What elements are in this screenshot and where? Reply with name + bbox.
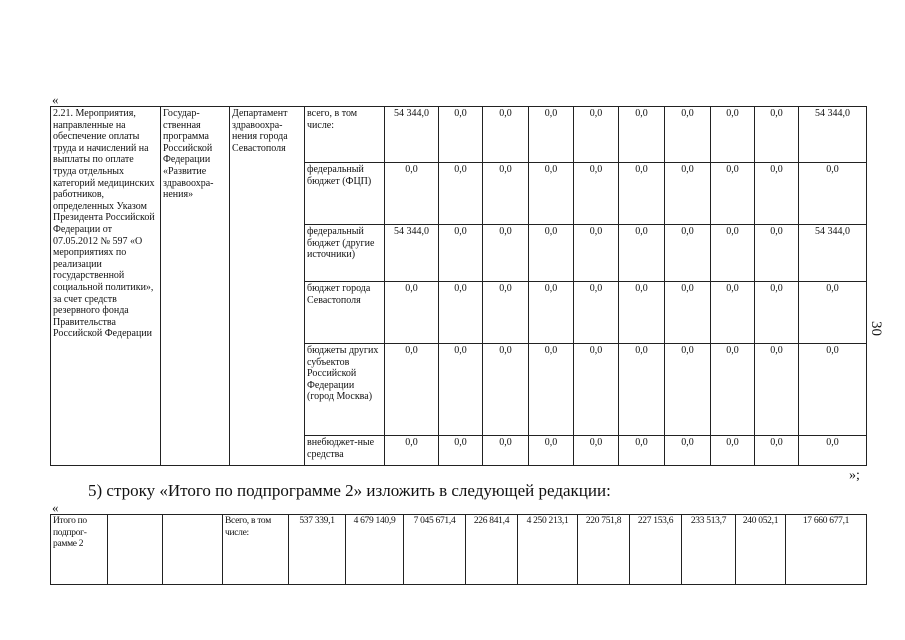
value-cell: 0,0: [665, 436, 711, 466]
value-cell: 0,0: [439, 163, 483, 225]
value-cell: 0,0: [529, 107, 574, 163]
total-value-cell: 7 045 671,4: [404, 515, 466, 585]
funding-source-cell: внебюджет-ные средства: [305, 436, 385, 466]
value-cell: 0,0: [619, 225, 665, 282]
value-cell: 0,0: [483, 107, 529, 163]
value-cell: 0,0: [619, 436, 665, 466]
value-cell: 0,0: [439, 282, 483, 344]
value-cell: 0,0: [665, 344, 711, 436]
total-title-cell: Итого по подпрог-рамме 2: [51, 515, 108, 585]
total-program-cell: [108, 515, 163, 585]
close-mark: »;: [849, 468, 860, 483]
value-cell: 0,0: [799, 282, 867, 344]
value-cell: 54 344,0: [799, 225, 867, 282]
value-cell: 0,0: [385, 344, 439, 436]
total-executor-cell: [163, 515, 223, 585]
funding-source-cell: федеральный бюджет (ФЦП): [305, 163, 385, 225]
value-cell: 0,0: [711, 344, 755, 436]
value-cell: 0,0: [574, 225, 619, 282]
value-cell: 54 344,0: [385, 107, 439, 163]
total-value-cell: 4 250 213,1: [518, 515, 578, 585]
value-cell: 0,0: [439, 436, 483, 466]
value-cell: 0,0: [529, 163, 574, 225]
value-cell: 0,0: [755, 163, 799, 225]
value-cell: 0,0: [529, 225, 574, 282]
value-cell: 0,0: [665, 107, 711, 163]
value-cell: 0,0: [755, 282, 799, 344]
value-cell: 0,0: [574, 163, 619, 225]
value-cell: 0,0: [619, 282, 665, 344]
open-quote-2: «: [52, 500, 59, 515]
total-value-cell: 4 679 140,9: [346, 515, 404, 585]
funding-source-cell: бюджет города Севастополя: [305, 282, 385, 344]
total-label-cell: Всего, в том числе:: [223, 515, 289, 585]
value-cell: 0,0: [799, 163, 867, 225]
value-cell: 0,0: [385, 436, 439, 466]
value-cell: 0,0: [711, 163, 755, 225]
value-cell: 0,0: [574, 436, 619, 466]
value-cell: 0,0: [529, 436, 574, 466]
value-cell: 0,0: [574, 344, 619, 436]
total-value-cell: 240 052,1: [736, 515, 786, 585]
value-cell: 0,0: [711, 107, 755, 163]
total-row: [51, 515, 867, 585]
value-cell: 54 344,0: [799, 107, 867, 163]
value-cell: 0,0: [529, 344, 574, 436]
value-cell: 0,0: [711, 436, 755, 466]
program-cell: Государ-ственная программа Российской Федерации «Развитие здравоохра-нения»: [161, 107, 230, 466]
value-cell: 0,0: [483, 344, 529, 436]
total-value-cell: 226 841,4: [466, 515, 518, 585]
funding-source-cell: всего, в том числе:: [305, 107, 385, 163]
value-cell: 0,0: [529, 282, 574, 344]
table-row: [51, 107, 867, 163]
value-cell: 0,0: [574, 107, 619, 163]
instruction-text: 5) строку «Итого по подпрограмме 2» изложить в следующей редакции:: [88, 481, 611, 500]
value-cell: 0,0: [755, 107, 799, 163]
value-cell: 0,0: [483, 225, 529, 282]
value-cell: 0,0: [619, 344, 665, 436]
value-cell: 0,0: [439, 344, 483, 436]
value-cell: 0,0: [439, 107, 483, 163]
value-cell: 0,0: [574, 282, 619, 344]
value-cell: 0,0: [665, 282, 711, 344]
open-quote: «: [52, 92, 59, 107]
total-value-cell: 233 513,7: [682, 515, 736, 585]
total-value-cell: 17 660 677,1: [786, 515, 867, 585]
value-cell: 0,0: [711, 225, 755, 282]
value-cell: 0,0: [439, 225, 483, 282]
value-cell: 0,0: [665, 225, 711, 282]
value-cell: 0,0: [665, 163, 711, 225]
value-cell: 0,0: [799, 344, 867, 436]
value-cell: 0,0: [755, 225, 799, 282]
funding-source-cell: бюджеты других субъектов Российской Федерации (город Москва): [305, 344, 385, 436]
value-cell: 0,0: [385, 163, 439, 225]
main-table: [50, 106, 867, 466]
total-table: [50, 514, 867, 585]
funding-source-cell: федеральный бюджет (другие источники): [305, 225, 385, 282]
value-cell: 0,0: [755, 436, 799, 466]
executor-cell: Департамент здравоохра-нения города Севастополя: [230, 107, 305, 466]
value-cell: 0,0: [385, 282, 439, 344]
total-value-cell: 220 751,8: [578, 515, 630, 585]
value-cell: 54 344,0: [385, 225, 439, 282]
total-value-cell: 537 339,1: [289, 515, 346, 585]
page-number: 30: [868, 321, 884, 336]
value-cell: 0,0: [483, 163, 529, 225]
measure-name-cell: 2.21. Мероприятия, направленные на обеспечение оплаты труда и начислений на выплаты по оплате труда отдельных категорий медицинских работников, определенных Указом Президента Российской Федерации от 07.05.2012 № 597 «О мероприятиях по реализации государственной социальной политики», за счет средств резервного фонда Правительства Российской Федерации: [51, 107, 161, 466]
value-cell: 0,0: [799, 436, 867, 466]
value-cell: 0,0: [711, 282, 755, 344]
value-cell: 0,0: [483, 436, 529, 466]
value-cell: 0,0: [755, 344, 799, 436]
value-cell: 0,0: [619, 163, 665, 225]
total-value-cell: 227 153,6: [630, 515, 682, 585]
value-cell: 0,0: [483, 282, 529, 344]
value-cell: 0,0: [619, 107, 665, 163]
